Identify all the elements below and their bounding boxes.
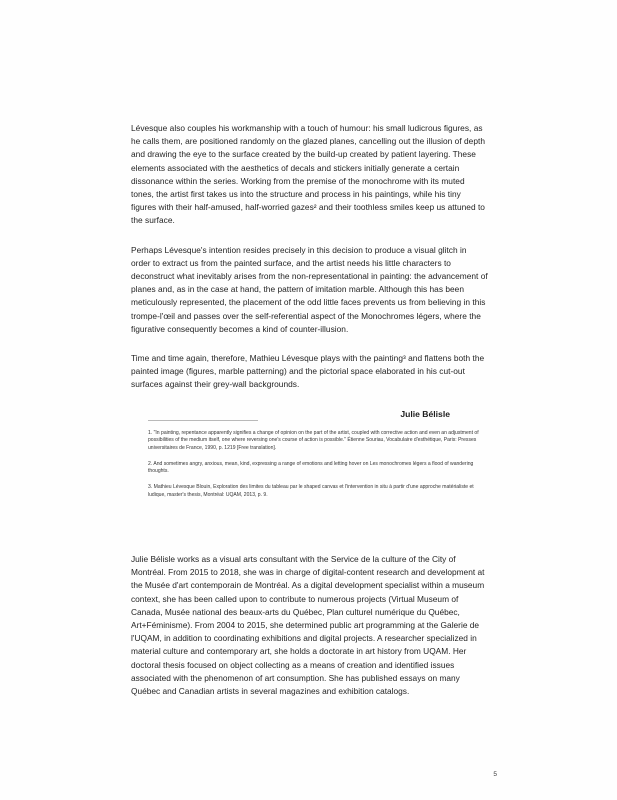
body-text-block bbox=[131, 122, 488, 421]
footnote-3: 3. Mathieu Lévesque Blouin, Exploration des limites du tableau par le shaped canvas et l'intervention in situ à partir d'une approche matérialiste et ludique, master's thesis, Montréal: UQAM, 2013, p. 9. bbox=[148, 484, 474, 498]
footnote-1: 1. "In painting, repentance apparently signifies a change of opinion on the part of the artist, coupled with corrective action and even an adjustment of possibilities of the medium itself, one where reversing one's course of action is possible." Étienne Souriau, Vocabulaire d'esthétique, Paris: Presses universitaires de France, 1990, p. 1219 [Free translation]. bbox=[148, 430, 479, 451]
page-number: 5 bbox=[493, 771, 497, 778]
body-paragraph-2: Perhaps Lévesque's intention resides precisely in this decision to produce a visual glitch in order to extract us from the painted surface, and the artist needs his little characters to deconstruct what inevitably arises from the non-representational in painting: the advancement of planes and, as in the case at hand, the pattern of imitation marble. Although this has been meticulously represented, the placement of the odd little faces prevents us from believing in this trompe-l'œil and passes over the self-referential aspect of the Monochromes légers, where the figurative consequently becomes a kind of counter-illusion. bbox=[131, 244, 488, 334]
author-signature: Julie Bélisle bbox=[400, 408, 450, 419]
body-paragraph-3: Time and time again, therefore, Mathieu Lévesque plays with the painting³ and flattens both the painted image (figures, marble patterning) and the pictorial space elaborated in his cut-out surfaces against their grey-wall backgrounds. bbox=[131, 353, 485, 390]
author-biography-text: Julie Bélisle works as a visual arts consultant with the Service de la culture of the City of Montréal. From 2015 to 2018, she was in charge of digital-content research and development at the Musée d'art contemporain de Montréal. As a digital development specialist within a museum context, she has been called upon to contribute to numerous projects (Virtual Museum of Canada, Musée national des beaux-arts du Québec, Plan culturel numérique du Québec, Art+Féminisme). From 2004 to 2015, she determined public art programming at the Galerie de l'UQAM, in addition to coordinating exhibitions and digital projects. A researcher specialized in material culture and contemporary art, she holds a doctorate in art history from UQAM. Her doctoral thesis focused on object collecting as a means of creation and identified issues associated with the phenomenon of art consumption. She has published essays on many Québec and Canadian artists in several magazines and exhibition catalogs. bbox=[131, 554, 485, 697]
footnote-2: 2. And sometimes angry, anxious, mean, kind, expressing a range of emotions and letting hover on Les monochromes légers a flood of wandering thoughts. bbox=[148, 460, 474, 475]
footnotes-divider bbox=[148, 420, 258, 421]
body-paragraph-1: Lévesque also couples his workmanship with a touch of humour: his small ludicrous figures, as he calls them, are positioned randomly on the glazed planes, cancelling out the illusion of depth and drawing the eye to the surface created by the build-up created by patient layering. These elements associated with the aesthetics of decals and stickers initially generate a certain dissonance within the series. Working from the premise of the monochrome with its muted tones, the artist first takes us into the structure and process in his paintings, while his tiny figures with their half-amused, half-worried gazes² and their toothless smiles keep us attuned to the surface. bbox=[131, 123, 485, 226]
author-biography-block bbox=[131, 553, 488, 698]
footnotes-block bbox=[148, 420, 492, 499]
